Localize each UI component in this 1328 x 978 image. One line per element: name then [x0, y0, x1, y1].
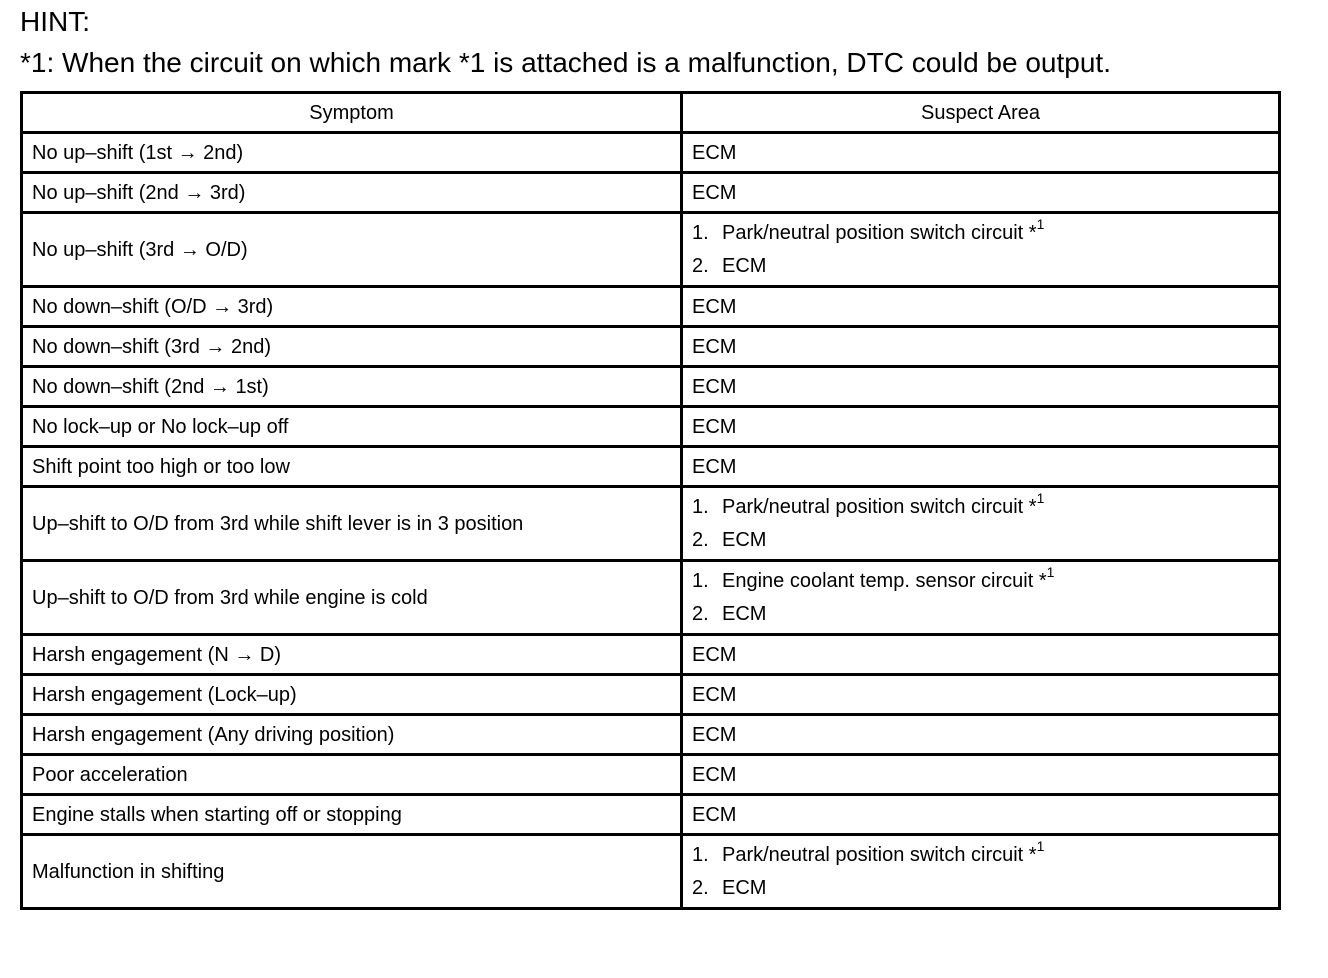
suspect-area-cell: ECM: [682, 327, 1280, 367]
footnote-mark: 1: [1036, 837, 1045, 854]
table-row: [22, 755, 1280, 795]
symptom-cell: Up–shift to O/D from 3rd while shift lever is in 3 position: [22, 487, 682, 561]
symptom-cell: No down–shift (O/D → 3rd): [22, 287, 682, 327]
symptom-cell: Shift point too high or too low: [22, 447, 682, 487]
table-row: [22, 447, 1280, 487]
suspect-list-item: [692, 217, 1269, 250]
list-item-text: ECM: [722, 602, 767, 625]
suspect-area-cell: ECM: [682, 755, 1280, 795]
table-body: [22, 133, 1280, 909]
symptom-cell: Up–shift to O/D from 3rd while engine is cold: [22, 561, 682, 635]
suspect-area-cell: ECM: [682, 447, 1280, 487]
symptom-cell: No up–shift (2nd → 3rd): [22, 173, 682, 213]
list-item-number: 2.: [692, 876, 709, 899]
suspect-area-cell: ECM: [682, 795, 1280, 835]
symptom-cell: No down–shift (3rd → 2nd): [22, 327, 682, 367]
list-item-text: Engine coolant temp. sensor circuit *: [722, 569, 1047, 592]
table-row: [22, 835, 1280, 909]
suspect-list-item: [692, 250, 1269, 283]
symptom-table: [20, 91, 1281, 910]
header-symptom: Symptom: [22, 93, 682, 133]
list-item-number: 2.: [692, 254, 709, 277]
header-suspect-area: Suspect Area: [682, 93, 1280, 133]
suspect-list-item: [692, 872, 1269, 905]
list-item-text: Park/neutral position switch circuit *: [722, 843, 1037, 866]
suspect-area-cell: ECM: [682, 635, 1280, 675]
suspect-list-item: [692, 839, 1269, 872]
suspect-area-cell: ECM: [682, 407, 1280, 447]
suspect-area-cell: ECM: [682, 715, 1280, 755]
list-item-text: ECM: [722, 254, 767, 277]
symptom-cell: Harsh engagement (Lock–up): [22, 675, 682, 715]
symptom-cell: No down–shift (2nd → 1st): [22, 367, 682, 407]
symptom-cell: No up–shift (3rd → O/D): [22, 213, 682, 287]
suspect-area-cell: ECM: [682, 367, 1280, 407]
list-item-number: 1.: [692, 495, 709, 518]
symptom-cell: Poor acceleration: [22, 755, 682, 795]
hint-note: *1: When the circuit on which mark *1 is attached is a malfunction, DTC could be output.: [20, 47, 1111, 78]
hint-title: HINT:: [20, 6, 90, 37]
suspect-area-cell: [682, 835, 1280, 909]
table-row: [22, 635, 1280, 675]
table-row: [22, 327, 1280, 367]
table-row: [22, 133, 1280, 173]
table-row: [22, 795, 1280, 835]
table-row: [22, 287, 1280, 327]
footnote-mark: 1: [1036, 215, 1045, 232]
suspect-list-item: [692, 565, 1269, 598]
symptom-cell: Harsh engagement (Any driving position): [22, 715, 682, 755]
table-row: [22, 367, 1280, 407]
footnote-mark: 1: [1036, 489, 1045, 506]
list-item-number: 1.: [692, 569, 709, 592]
table-row: [22, 173, 1280, 213]
symptom-cell: No lock–up or No lock–up off: [22, 407, 682, 447]
suspect-area-cell: [682, 561, 1280, 635]
suspect-list-item: [692, 491, 1269, 524]
list-item-number: 2.: [692, 602, 709, 625]
list-item-number: 1.: [692, 843, 709, 866]
symptom-cell: Engine stalls when starting off or stopping: [22, 795, 682, 835]
table-row: [22, 487, 1280, 561]
list-item-text: Park/neutral position switch circuit *: [722, 221, 1037, 244]
footnote-mark: 1: [1046, 563, 1055, 580]
suspect-area-cell: ECM: [682, 133, 1280, 173]
list-item-text: ECM: [722, 528, 767, 551]
table-row: [22, 407, 1280, 447]
suspect-area-cell: [682, 487, 1280, 561]
table-row: [22, 715, 1280, 755]
suspect-area-cell: ECM: [682, 173, 1280, 213]
list-item-text: ECM: [722, 876, 767, 899]
suspect-list-item: [692, 598, 1269, 631]
symptom-cell: Harsh engagement (N → D): [22, 635, 682, 675]
symptom-cell: No up–shift (1st → 2nd): [22, 133, 682, 173]
list-item-text: Park/neutral position switch circuit *: [722, 495, 1037, 518]
symptom-cell: Malfunction in shifting: [22, 835, 682, 909]
table-header-row: [22, 93, 1280, 133]
suspect-area-cell: ECM: [682, 675, 1280, 715]
suspect-list-item: [692, 524, 1269, 557]
table-row: [22, 213, 1280, 287]
table-row: [22, 675, 1280, 715]
table-row: [22, 561, 1280, 635]
list-item-number: 2.: [692, 528, 709, 551]
suspect-area-cell: [682, 213, 1280, 287]
suspect-area-cell: ECM: [682, 287, 1280, 327]
list-item-number: 1.: [692, 221, 709, 244]
